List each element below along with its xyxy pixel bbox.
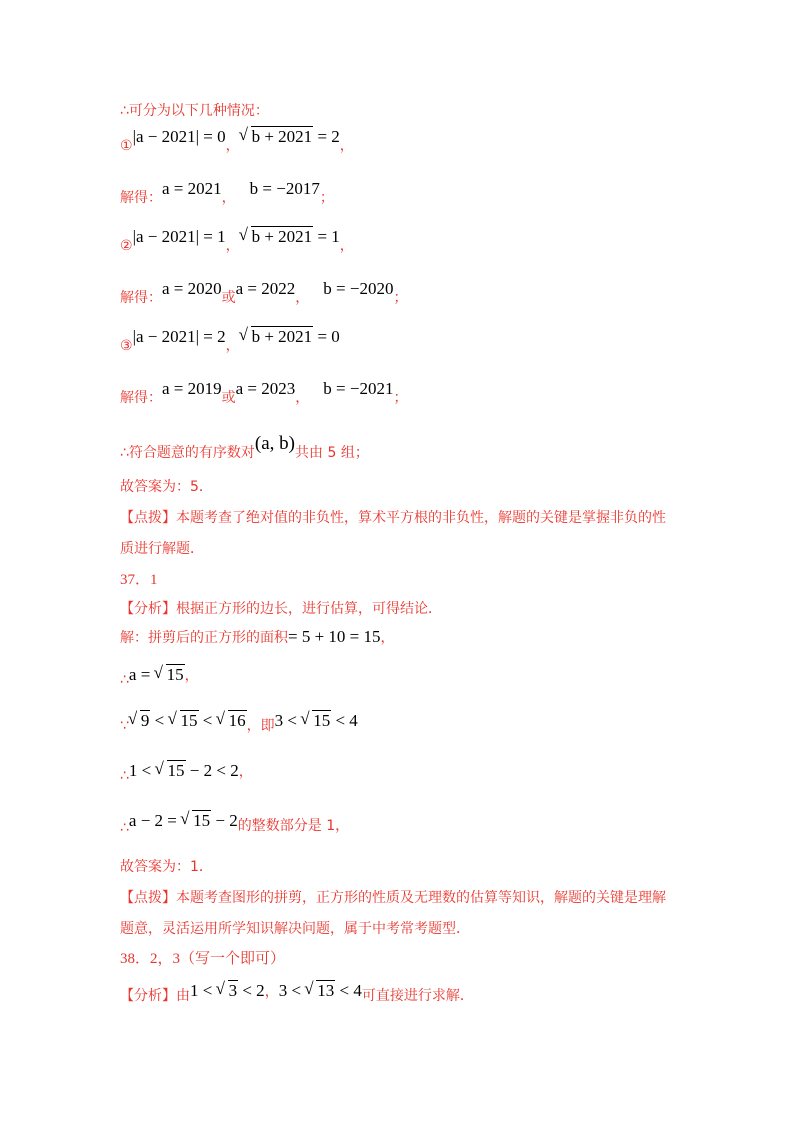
conclusion-line bbox=[120, 433, 369, 461]
separator: ， bbox=[339, 238, 354, 254]
math-expression: a = 2020 bbox=[162, 279, 222, 298]
solution-line bbox=[120, 628, 395, 645]
math-expression: 1 < √ 15 − 2 < 2 bbox=[129, 761, 239, 780]
question-number: 38．2，3（写一个即可） bbox=[120, 951, 286, 967]
math-expression: |a − 2021| = 0 bbox=[132, 127, 226, 146]
solution-2-line bbox=[120, 279, 408, 306]
separator: ； bbox=[393, 290, 408, 306]
text: 可直接进行求解． bbox=[361, 988, 474, 1004]
math-expression: a = 2019 bbox=[162, 379, 222, 398]
math-expression: 3 < √ 15 < 4 bbox=[275, 711, 358, 730]
hint-line-continued: 题意，灵活运用所学知识解决问题，属于中考常考题型． bbox=[120, 921, 470, 937]
label: 解得： bbox=[120, 190, 162, 206]
math-expression: |a − 2021| = 1 bbox=[132, 227, 226, 246]
separator: ， bbox=[295, 390, 310, 406]
math-expression: 3 < √ 13 < 4 bbox=[279, 981, 362, 1000]
circle-number: ② bbox=[120, 238, 133, 254]
case-1-line bbox=[120, 127, 354, 154]
step-line bbox=[120, 761, 253, 784]
text-line: ∴可分为以下几种情况： bbox=[120, 103, 269, 119]
case-2-line bbox=[120, 227, 354, 254]
therefore-symbol: ∴ bbox=[120, 768, 129, 784]
step-line bbox=[120, 811, 350, 836]
solution-1-line bbox=[120, 179, 334, 206]
circle-number: ③ bbox=[120, 338, 133, 354]
analysis-line bbox=[120, 981, 474, 1004]
text: ，即 bbox=[246, 718, 275, 734]
math-expression: a = √ 15 bbox=[129, 665, 185, 684]
separator: ， bbox=[225, 338, 240, 354]
math-expression: 1 < √ 3 < 2 bbox=[190, 981, 265, 1000]
step-line bbox=[120, 665, 199, 688]
separator: ， bbox=[225, 238, 240, 254]
separator: ， bbox=[221, 190, 236, 206]
math-expression: a = 2021 bbox=[162, 179, 222, 198]
hint-line: 【点拨】本题考查了绝对值的非负性，算术平方根的非负性，解题的关键是掌握非负的性 bbox=[120, 510, 666, 526]
label: 解得： bbox=[120, 290, 162, 306]
math-expression: √ b + 2021 = 0 bbox=[240, 327, 340, 346]
math-expression: (a, b) bbox=[254, 433, 296, 454]
text: 【分析】由 bbox=[120, 988, 190, 1004]
separator: ， bbox=[339, 138, 354, 154]
math-expression: b = −2017 bbox=[249, 179, 320, 198]
separator: ， bbox=[380, 630, 395, 646]
case-3-line bbox=[120, 327, 340, 354]
conjunction: 或 bbox=[221, 390, 236, 406]
text: 共由 5 组； bbox=[295, 445, 369, 461]
therefore-symbol: ∴ bbox=[120, 820, 129, 836]
separator: ， bbox=[295, 290, 310, 306]
separator: ， bbox=[225, 138, 240, 154]
math-expression: a = 2023 bbox=[235, 379, 296, 398]
hint-line: 【点拨】本题考查图形的拼剪，正方形的性质及无理数的估算等知识，解题的关键是理解 bbox=[120, 890, 666, 906]
separator: ， bbox=[238, 764, 253, 780]
question-number: 37．1 bbox=[120, 572, 158, 588]
separator: ； bbox=[393, 390, 408, 406]
math-expression: a = 2022 bbox=[235, 279, 296, 298]
separator: ， bbox=[264, 984, 279, 1000]
text: 解：拼剪后的正方形的面积 bbox=[120, 630, 288, 646]
analysis-line: 【分析】根据正方形的边长，进行估算，可得结论． bbox=[120, 601, 442, 617]
math-expression: b = −2021 bbox=[323, 379, 394, 398]
answer-line: 故答案为：1． bbox=[120, 859, 213, 875]
math-expression: √ b + 2021 = 2 bbox=[240, 127, 340, 146]
math-expression: a − 2 = √ 15 − 2 bbox=[129, 811, 238, 830]
circle-number: ① bbox=[120, 138, 133, 154]
separator: ； bbox=[319, 190, 334, 206]
separator: ， bbox=[184, 668, 199, 684]
math-expression: √ b + 2021 = 1 bbox=[240, 227, 340, 246]
answer-line: 故答案为：5． bbox=[120, 479, 213, 495]
math-expression: b = −2020 bbox=[323, 279, 394, 298]
math-expression: |a − 2021| = 2 bbox=[132, 327, 226, 346]
math-expression: = 5 + 10 = 15 bbox=[288, 627, 381, 646]
solution-3-line bbox=[120, 379, 408, 406]
hint-line-continued: 质进行解题． bbox=[120, 541, 204, 557]
label: 解得： bbox=[120, 390, 162, 406]
text: 的整数部分是 1， bbox=[237, 818, 350, 834]
therefore-symbol: ∴ bbox=[120, 672, 129, 688]
because-symbol: ∵ bbox=[120, 718, 129, 734]
math-expression: √ 9 < √ 15 < √ 16 bbox=[129, 711, 247, 730]
text: ∴符合题意的有序数对 bbox=[120, 445, 255, 461]
conjunction: 或 bbox=[221, 290, 236, 306]
step-line bbox=[120, 711, 358, 734]
